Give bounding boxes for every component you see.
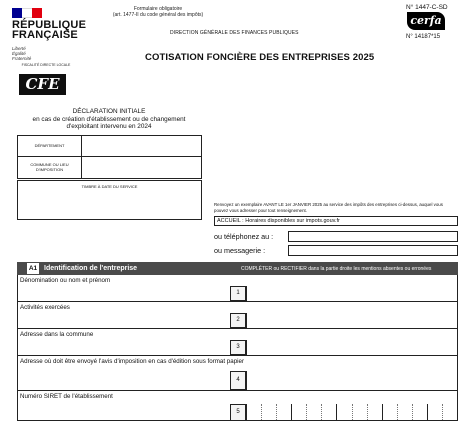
- field-adresse-commune: [17, 329, 458, 356]
- cerfa-number: N° 14187*15: [406, 34, 441, 40]
- return-instructions: Renvoyez un exemplaire AVANT LE 1er JANVIER 2025 au service des impôts des entreprises ci-dessus, auquel vous pouvez vous adresser pour tout renseignement.: [214, 202, 443, 213]
- siret-cell[interactable]: [246, 404, 261, 420]
- siret-cell[interactable]: [397, 404, 412, 420]
- field-number: 5: [230, 404, 246, 421]
- departement-row: [18, 136, 201, 157]
- accueil-box: ACCUEIL : Horaires disponibles sur impots.gouv.fr: [214, 216, 458, 226]
- siret-cell[interactable]: [276, 404, 291, 420]
- field-label: Numéro SIRET de l'établissement: [20, 393, 113, 400]
- field-label: Adresse où doit être envoyé l'avis d'imposition en cas d'édition sous format papier: [20, 358, 245, 365]
- fiscalite-label: FISCALITÉ DIRECTE LOCALE: [21, 63, 71, 67]
- field-activites: [17, 302, 458, 329]
- field-label: Adresse dans la commune: [20, 331, 94, 338]
- field-label: Dénomination ou nom et prénom: [20, 277, 111, 284]
- location-info-table: [17, 135, 202, 179]
- flag-red-stripe: [32, 8, 42, 18]
- siret-cell[interactable]: [336, 404, 351, 420]
- page-title: COTISATION FONCIÈRE DES ENTREPRISES 2025: [145, 52, 375, 63]
- siret-cell[interactable]: [412, 404, 427, 420]
- phone-field[interactable]: [288, 231, 458, 242]
- section-a1-note: COMPLÉTER ou RECTIFIER dans la partie droite les mentions absentes ou erronées: [241, 265, 432, 272]
- adresse-commune-input[interactable]: [246, 340, 457, 355]
- section-a1-title: Identification de l'entreprise: [44, 265, 138, 272]
- field-number: 4: [230, 371, 246, 390]
- cfe-badge: CFE: [19, 74, 66, 95]
- commune-label: COMMUNE OU LIEU D'IMPOSITION: [18, 157, 82, 178]
- field-number: 2: [230, 313, 246, 328]
- siret-cell[interactable]: [442, 404, 457, 420]
- field-label: Activités exercées: [20, 304, 70, 311]
- siret-cell[interactable]: [261, 404, 276, 420]
- message-row: [214, 245, 458, 256]
- section-a1-header: [17, 262, 458, 275]
- motto-liberte: Liberté: [12, 46, 26, 51]
- form-obligation-line2: (art. 1477-II du code général des impôts): [112, 12, 204, 18]
- cerfa-logo: cerfa: [407, 12, 445, 30]
- commune-field[interactable]: [82, 157, 201, 178]
- phone-label: ou téléphonez au :: [214, 232, 274, 241]
- siret-cell[interactable]: [321, 404, 336, 420]
- adresse-avis-input[interactable]: [246, 371, 457, 390]
- republic-motto: [12, 46, 31, 61]
- siret-cell[interactable]: [427, 404, 442, 420]
- departement-field[interactable]: [82, 136, 201, 156]
- field-adresse-avis: [17, 356, 458, 391]
- siret-cell[interactable]: [291, 404, 306, 420]
- declaration-line2: en cas de création d'établissement ou de changement: [32, 115, 186, 123]
- siret-input[interactable]: [246, 404, 457, 420]
- service-stamp-box: TIMBRE À DATE DU SERVICE: [17, 180, 202, 220]
- siret-cell[interactable]: [352, 404, 367, 420]
- message-field[interactable]: [288, 245, 458, 256]
- departement-label: DÉPARTEMENT: [18, 136, 82, 156]
- form-obligation-line1: Formulaire obligatoire: [133, 6, 183, 12]
- form-obligation-note: [98, 6, 218, 18]
- declaration-line3: d'exploitant intervenu en 2024: [66, 123, 152, 130]
- directorate-name: DIRECTION GÉNÉRALE DES FINANCES PUBLIQUES: [170, 30, 299, 36]
- field-number: 3: [230, 340, 246, 355]
- flag-blue-stripe: [12, 8, 22, 18]
- siret-cell[interactable]: [382, 404, 397, 420]
- motto-egalite: Égalité: [12, 51, 26, 56]
- siret-cell[interactable]: [367, 404, 382, 420]
- form-number: N° 1447-C-SD: [406, 4, 448, 11]
- commune-row: [18, 157, 201, 178]
- field-denomination: [17, 275, 458, 302]
- declaration-line1: DÉCLARATION INITIALE: [72, 108, 146, 115]
- flag-white-stripe: [22, 8, 32, 18]
- phone-row: [214, 231, 458, 242]
- field-number: 1: [230, 286, 246, 301]
- denomination-input[interactable]: [246, 286, 457, 301]
- republic-title: RÉPUBLIQUE FRANÇAISE: [12, 19, 87, 41]
- activites-input[interactable]: [246, 313, 457, 328]
- message-label: ou messagerie :: [214, 246, 266, 255]
- motto-fraternite: Fraternité: [12, 56, 32, 61]
- field-siret: [17, 391, 458, 421]
- section-a1-tag: A1: [26, 262, 40, 275]
- siret-cell[interactable]: [306, 404, 321, 420]
- declaration-heading: [16, 108, 202, 131]
- french-flag-logo: [12, 8, 42, 18]
